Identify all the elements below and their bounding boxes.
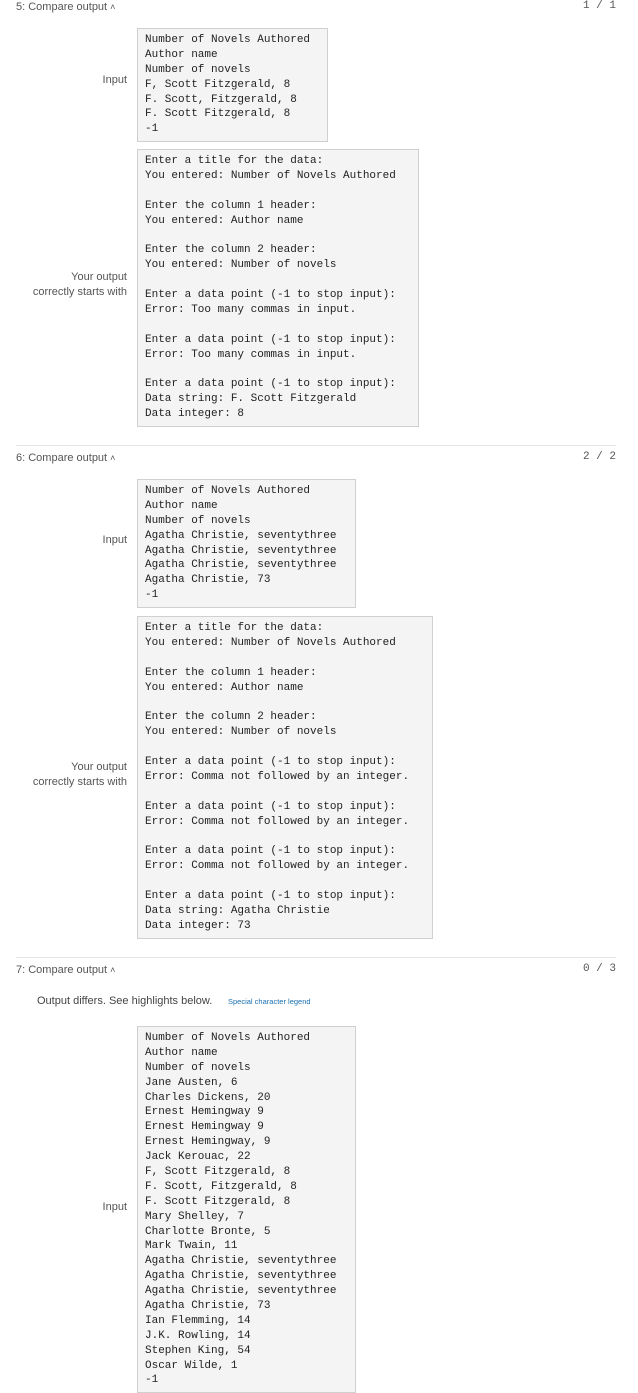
code-line — [145, 184, 411, 199]
code-line: Agatha Christie, 73 — [145, 1300, 271, 1313]
code-line: F. Scott Fitzgerald, 8 — [145, 1195, 291, 1208]
code-line: Enter a title for the data: — [145, 155, 324, 167]
code-line: Agatha Christie, seventythree — [145, 1255, 337, 1268]
code-line — [145, 362, 411, 377]
code-line: Error: Too many commas in input. — [145, 303, 357, 316]
section-6-score: 2 / 2 — [582, 451, 616, 463]
code-line: Number of Novels Authored — [145, 1032, 311, 1044]
code-line: Error: Comma not followed by an integer. — [145, 815, 410, 828]
code-line: Data integer: 73 — [145, 919, 251, 932]
output-label-line1: Your output — [71, 761, 127, 773]
code-line: J.K. Rowling, 14 — [145, 1329, 251, 1342]
code-line: -1 — [145, 123, 159, 136]
code-line: Agatha Christie, 73 — [145, 574, 271, 587]
section-5-header[interactable] — [16, 1, 115, 13]
section-5-input-label: Input — [102, 74, 127, 86]
code-line: Enter a data point (-1 to stop input): — [145, 289, 396, 302]
code-line: Ernest Hemingway 9 — [145, 1121, 264, 1134]
chevron-up-icon: ˄ — [110, 453, 116, 463]
code-line: Enter a data point (-1 to stop input): — [145, 845, 396, 858]
code-line: You entered: Author name — [145, 681, 304, 694]
code-line: Enter the column 1 header: — [145, 199, 317, 212]
code-line: Error: Comma not followed by an integer. — [145, 860, 410, 873]
code-line: Enter a title for the data: — [145, 622, 324, 634]
code-line: Data integer: 8 — [145, 408, 245, 421]
section-6-output-box — [137, 616, 433, 939]
code-line: F. Scott, Fitzgerald, 8 — [145, 93, 297, 106]
code-line — [145, 318, 411, 333]
code-line: Error: Too many commas in input. — [145, 348, 357, 361]
code-line: Enter a data point (-1 to stop input): — [145, 756, 396, 769]
section-6-input-box — [137, 479, 356, 608]
code-line: Jane Austen, 6 — [145, 1076, 238, 1089]
code-line: You entered: Number of novels — [145, 726, 337, 739]
code-line: You entered: Number of Novels Authored — [145, 636, 396, 649]
code-line: -1 — [145, 1374, 159, 1387]
code-line: Charlotte Bronte, 5 — [145, 1225, 271, 1238]
code-line: Number of novels — [145, 514, 251, 527]
code-line: Enter a data point (-1 to stop input): — [145, 890, 396, 903]
code-line: Enter a data point (-1 to stop input): — [145, 333, 396, 346]
code-line — [145, 651, 425, 666]
section-5-title: 5: Compare output — [16, 1, 108, 13]
code-line: F. Scott, Fitzgerald, 8 — [145, 1180, 297, 1193]
code-line: You entered: Number of Novels Authored — [145, 169, 396, 182]
section-divider — [16, 445, 616, 446]
code-line: Author name — [145, 1046, 218, 1059]
section-7-header[interactable] — [16, 964, 115, 976]
code-line: Number of novels — [145, 63, 251, 76]
code-line — [145, 695, 425, 710]
code-line: Ernest Hemingway 9 — [145, 1106, 264, 1119]
code-line: Ernest Hemingway, 9 — [145, 1136, 271, 1149]
chevron-up-icon: ˄ — [110, 2, 116, 12]
section-6-output-label — [33, 760, 127, 790]
output-label-line1: Your output — [71, 271, 127, 283]
section-5-input-box — [137, 28, 328, 142]
code-line: F, Scott Fitzgerald, 8 — [145, 78, 291, 91]
section-5-output-label — [33, 270, 127, 300]
code-line: Number of novels — [145, 1061, 251, 1074]
section-7-score: 0 / 3 — [582, 963, 616, 975]
section-divider — [16, 957, 616, 958]
section-6-input-label: Input — [102, 534, 127, 546]
output-differs-message: Output differs. See highlights below. — [37, 995, 213, 1007]
section-7-input-box — [137, 1026, 356, 1393]
code-line: Number of Novels Authored — [145, 485, 311, 497]
code-line — [145, 874, 425, 889]
section-5-output-box — [137, 149, 419, 427]
code-line: Agatha Christie, seventythree — [145, 529, 337, 542]
code-line: Enter the column 2 header: — [145, 244, 317, 257]
code-line: You entered: Number of novels — [145, 259, 337, 272]
code-line: F, Scott Fitzgerald, 8 — [145, 1166, 291, 1179]
code-line: Author name — [145, 499, 218, 512]
code-line — [145, 829, 425, 844]
code-line: You entered: Author name — [145, 214, 304, 227]
section-5-score: 1 / 1 — [582, 0, 616, 12]
code-line — [145, 228, 411, 243]
section-7-title: 7: Compare output — [16, 964, 108, 976]
section-6-title: 6: Compare output — [16, 452, 108, 464]
output-label-line2: correctly starts with — [32, 286, 127, 298]
special-character-legend-link[interactable]: Special character legend — [228, 997, 311, 1006]
code-line: Stephen King, 54 — [145, 1344, 251, 1357]
section-6-header[interactable] — [16, 452, 115, 464]
code-line: Mark Twain, 11 — [145, 1240, 238, 1253]
code-line: -1 — [145, 589, 159, 602]
code-line: Agatha Christie, seventythree — [145, 544, 337, 557]
code-line: Oscar Wilde, 1 — [145, 1359, 238, 1372]
code-line: Jack Kerouac, 22 — [145, 1151, 251, 1164]
code-line: Data string: F. Scott Fitzgerald — [145, 393, 357, 406]
code-line: Agatha Christie, seventythree — [145, 1285, 337, 1298]
code-line — [145, 740, 425, 755]
code-line: Author name — [145, 48, 218, 61]
code-line: Agatha Christie, seventythree — [145, 559, 337, 572]
code-line: Mary Shelley, 7 — [145, 1210, 245, 1223]
code-line: Agatha Christie, seventythree — [145, 1270, 337, 1283]
code-line — [145, 785, 425, 800]
code-line: Number of Novels Authored — [145, 34, 311, 46]
code-line: Enter the column 1 header: — [145, 666, 317, 679]
code-line: Error: Comma not followed by an integer. — [145, 770, 410, 783]
code-line: Enter a data point (-1 to stop input): — [145, 378, 396, 391]
code-line: Ian Flemming, 14 — [145, 1314, 251, 1327]
output-label-line2: correctly starts with — [32, 776, 127, 788]
section-7-input-label: Input — [102, 1201, 127, 1213]
code-line: Data string: Agatha Christie — [145, 904, 330, 917]
chevron-up-icon: ˄ — [110, 965, 116, 975]
code-line — [145, 273, 411, 288]
code-line: Enter the column 2 header: — [145, 711, 317, 724]
code-line: Charles Dickens, 20 — [145, 1091, 271, 1104]
code-line: Enter a data point (-1 to stop input): — [145, 800, 396, 813]
code-line: F. Scott Fitzgerald, 8 — [145, 108, 291, 121]
